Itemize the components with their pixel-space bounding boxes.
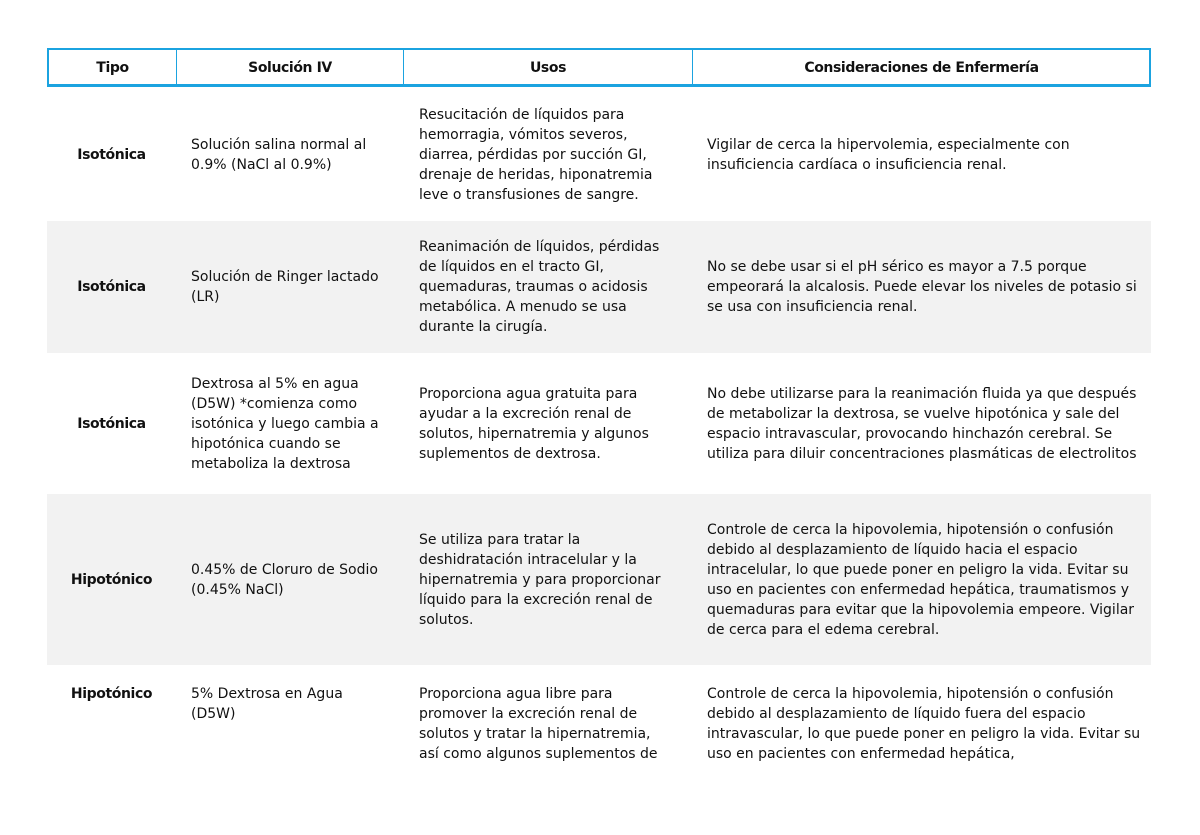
cell-consideraciones: Vigilar de cerca la hipervolemia, especialmente con insuficiencia cardíaca o insuficiencia renal.: [707, 137, 1070, 173]
cell-solucion: Dextrosa al 5% en agua (D5W) *comienza como isotónica y luego cambia a hipotónica cuando se metaboliza la dextrosa: [191, 375, 379, 472]
header-consideraciones: Consideraciones de Enfermería: [692, 50, 1150, 86]
cell-usos: Reanimación de líquidos, pérdidas de líquidos en el tracto GI, quemaduras, traumas o acidosis metabólica. A menudo se usa durante la cirugía.: [419, 239, 660, 335]
cell-tipo: Hipotónico: [70, 686, 153, 702]
cell-consideraciones: No se debe usar si el pH sérico es mayor a 7.5 porque empeorará la alcalosis. Puede elevar los niveles de potasio si se usa con insuficiencia renal.: [707, 259, 1137, 315]
header-solucion-iv: Solución IV: [176, 50, 403, 86]
cell-usos: Se utiliza para tratar la deshidratación intracelular y la hipernatremia y para proporcionar líquido para la excreción renal de solutos.: [419, 531, 661, 628]
cell-usos: Proporciona agua gratuita para ayudar a la excreción renal de solutos, hipernatremia y algunos suplementos de dextrosa.: [419, 385, 649, 462]
header-usos: Usos: [403, 50, 692, 86]
cell-tipo: Isotónica: [77, 147, 146, 163]
cell-consideraciones: Controle de cerca la hipovolemia, hipotensión o confusión debido al desplazamiento de líquido fuera del espacio intravascular, lo que puede poner en peligro la vida. Evitar su uso en pacientes con enfermedad hepática,: [707, 686, 1141, 762]
table-row: [47, 494, 1151, 665]
cell-solucion: Solución de Ringer lactado (LR): [191, 269, 379, 305]
cell-tipo: Isotónica: [77, 279, 146, 295]
cell-usos: Proporciona agua libre para promover la excreción renal de solutos y tratar la hipernatremia, así como algunos suplementos de: [419, 686, 658, 762]
header-tipo: Tipo: [96, 60, 129, 76]
iv-solutions-table: [47, 48, 1151, 785]
table-row: [47, 221, 1151, 353]
cell-solucion: Solución salina normal al 0.9% (NaCl al 0.9%): [191, 137, 367, 173]
cell-tipo: Hipotónico: [70, 571, 153, 588]
cell-consideraciones: Controle de cerca la hipovolemia, hipotensión o confusión debido al desplazamiento de líquido hacia el espacio intracelular, lo que puede poner en peligro la vida. Evitar su uso en pacientes con enfermedad hepática, traumatismos y quemaduras para evitar que la hipovolemia empeore. Vigilar de cerca para el edema cerebral.: [707, 521, 1135, 638]
cell-solucion: 0.45% de Cloruro de Sodio (0.45% NaCl): [191, 561, 378, 598]
table-row: [47, 89, 1151, 221]
table-header: [47, 48, 1151, 87]
cell-consideraciones: No debe utilizarse para la reanimación fluida ya que después de metabolizar la dextrosa, se vuelve hipotónica y sale del espacio intravascular, provocando hinchazón cerebral. Se utiliza para diluir concentraciones plasmáticas de electrolitos: [707, 385, 1137, 462]
table-row: [47, 353, 1151, 494]
cell-usos: Resucitación de líquidos para hemorragia, vómitos severos, diarrea, pérdidas por succión GI, drenaje de heridas, hiponatremia leve o transfusiones de sangre.: [419, 107, 653, 203]
cell-tipo: Isotónica: [77, 415, 146, 432]
table-row: [47, 665, 1151, 785]
cell-solucion: 5% Dextrosa en Agua (D5W): [191, 686, 343, 722]
